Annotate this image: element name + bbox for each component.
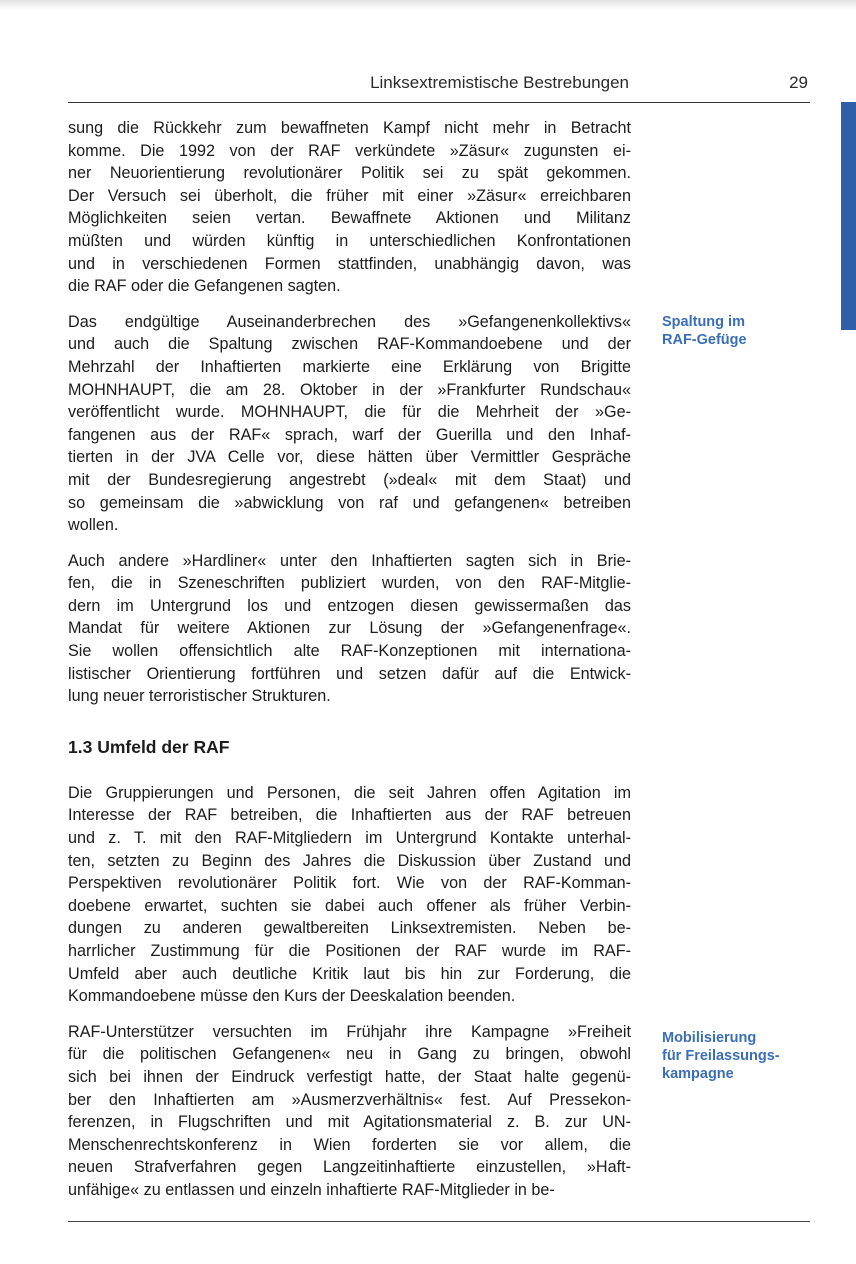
text-line: ner Neuorientierung revolutionärer Politik sei zu spät gekommen. bbox=[68, 164, 631, 183]
text-line: Perspektiven revolutionärer Politik fort. Wie von der RAF-Komman- bbox=[68, 874, 631, 893]
footer-rule bbox=[68, 1221, 810, 1222]
text-line: sich bei ihnen der Eindruck verfestigt hatte, der Staat halte gegenü- bbox=[68, 1067, 631, 1086]
text-line: Sie wollen offensichtlich alte RAF-Konzeptionen mit internationa- bbox=[68, 642, 631, 661]
text-line: komme. Die 1992 von der RAF verkündete »Zäsur« zugunsten ei- bbox=[68, 141, 631, 160]
text-line: Menschenrechtskonferenz in Wien forderten sie vor allem, die bbox=[68, 1135, 631, 1154]
paragraph bbox=[68, 117, 631, 298]
paragraph bbox=[68, 311, 631, 537]
text-line: MOHNHAUPT, die am 28. Oktober in der »Frankfurter Rundschau« bbox=[68, 380, 631, 399]
margin-note-line: kampagne bbox=[662, 1066, 734, 1082]
text-line: unfähige« zu entlassen und einzeln inhaftierte RAF-Mitglieder in be- bbox=[68, 1180, 555, 1199]
section-heading: 1.3 Umfeld der RAF bbox=[68, 736, 230, 757]
page-header bbox=[68, 68, 810, 103]
text-line: ber den Inhaftierten am »Ausmerzverhältnis« fest. Auf Pressekon- bbox=[68, 1090, 631, 1109]
text-line: für die politischen Gefangenen« neu in Gang zu bringen, obwohl bbox=[68, 1045, 631, 1064]
text-line: harrlicher Zustimmung für die Positionen der RAF wurde im RAF- bbox=[68, 942, 631, 960]
paragraph bbox=[68, 782, 631, 1008]
text-line: RAF-Unterstützer versuchten im Frühjahr ihre Kampagne »Freiheit bbox=[68, 1022, 631, 1041]
text-line: sung die Rückkehr zum bewaffneten Kampf nicht mehr in Betracht bbox=[68, 119, 631, 137]
text-line: die RAF oder die Gefangenen sagten. bbox=[68, 277, 341, 296]
text-line: ten, setzten zu Beginn des Jahres die Diskussion über Zustand und bbox=[68, 851, 631, 870]
text-line: fangenen aus der RAF« sprach, warf der Guerilla und den Inhaf- bbox=[68, 425, 631, 444]
text-line: Auch andere »Hardliner« unter den Inhaftierten sagten sich in Brie- bbox=[68, 551, 631, 570]
margin-note-line: Mobilisierung bbox=[662, 1030, 757, 1046]
text-line: müßten und würden künftig in unterschiedlichen Konfrontationen bbox=[68, 231, 631, 250]
text-line: Kommandoebene müsse den Kurs der Deeskalation beenden. bbox=[68, 987, 516, 1006]
text-line: Mehrzahl der Inhaftierten markierte eine Erklärung von Brigitte bbox=[68, 357, 631, 376]
margin-note-line: Spaltung im bbox=[662, 314, 745, 330]
page-number: 29 bbox=[789, 73, 808, 92]
text-line: tierten in der JVA Celle vor, diese hätten über Vermittler Gespräche bbox=[68, 448, 631, 467]
text-line: Das endgültige Auseinanderbrechen des »Gefangenenkollektivs« bbox=[68, 312, 631, 331]
text-line: Umfeld aber auch deutliche Kritik laut bis hin zur Forderung, die bbox=[68, 964, 631, 983]
margin-note-line: RAF-Gefüge bbox=[662, 332, 747, 348]
text-line: fen, die in Szeneschriften publiziert wurden, von den RAF-Mitglie- bbox=[68, 574, 631, 593]
margin-note-spaltung bbox=[662, 313, 747, 349]
text-line: so gemeinsam die »abwicklung von raf und gefangenen« betreiben bbox=[68, 493, 631, 512]
text-line: Die Gruppierungen und Personen, die seit Jahren offen Agitation im bbox=[68, 783, 631, 802]
text-line: veröffentlicht wurde. MOHNHAUPT, die für die Mehrheit der »Ge- bbox=[68, 403, 631, 422]
text-line: listischer Orientierung fortführen und setzen dafür auf die Entwick- bbox=[68, 664, 631, 683]
text-line: dern im Untergrund los und entzogen diesen gewissermaßen das bbox=[68, 596, 631, 615]
main-text-column bbox=[68, 117, 631, 1215]
margin-note-line: für Freilassungs- bbox=[662, 1048, 780, 1064]
scan-edge-shadow bbox=[0, 0, 856, 10]
text-line: doebene erwartet, suchten sie dabei auch offener als früher Verbin- bbox=[68, 896, 631, 915]
paragraph bbox=[68, 550, 631, 708]
text-line: neuen Strafverfahren gegen Langzeitinhaftierte einzustellen, »Haft- bbox=[68, 1158, 631, 1177]
text-line: Möglichkeiten seien vertan. Bewaffnete Aktionen und Militanz bbox=[68, 209, 631, 228]
text-line: dungen zu anderen gewaltbereiten Linksextremisten. Neben be- bbox=[68, 919, 631, 938]
text-line: lung neuer terroristischer Strukturen. bbox=[68, 687, 331, 706]
text-line: mit der Bundesregierung angestrebt (»deal« mit dem Staat) und bbox=[68, 470, 631, 489]
text-line: Mandat für weitere Aktionen zur Lösung der »Gefangenenfrage«. bbox=[68, 619, 631, 638]
text-line: und in verschiedenen Formen stattfinden, unabhängig davon, was bbox=[68, 254, 631, 273]
text-line: wollen. bbox=[68, 516, 119, 535]
text-line: ferenzen, in Flugschriften und mit Agitationsmaterial z. B. zur UN- bbox=[68, 1113, 631, 1132]
margin-note-mobilisierung bbox=[662, 1029, 780, 1083]
chapter-thumb-tab bbox=[841, 102, 856, 330]
running-title: Linksextremistische Bestrebungen bbox=[370, 73, 629, 92]
text-line: Der Versuch sei überholt, die früher mit einer »Zäsur« erreichbaren bbox=[68, 186, 631, 205]
text-line: und auch die Spaltung zwischen RAF-Kommandoebene und der bbox=[68, 335, 631, 354]
text-line: Interesse der RAF betreiben, die Inhaftierten aus der RAF betreuen bbox=[68, 806, 631, 825]
text-line: und z. T. mit den RAF-Mitgliedern im Untergrund Kontakte unterhal- bbox=[68, 829, 631, 848]
paragraph bbox=[68, 1021, 631, 1202]
